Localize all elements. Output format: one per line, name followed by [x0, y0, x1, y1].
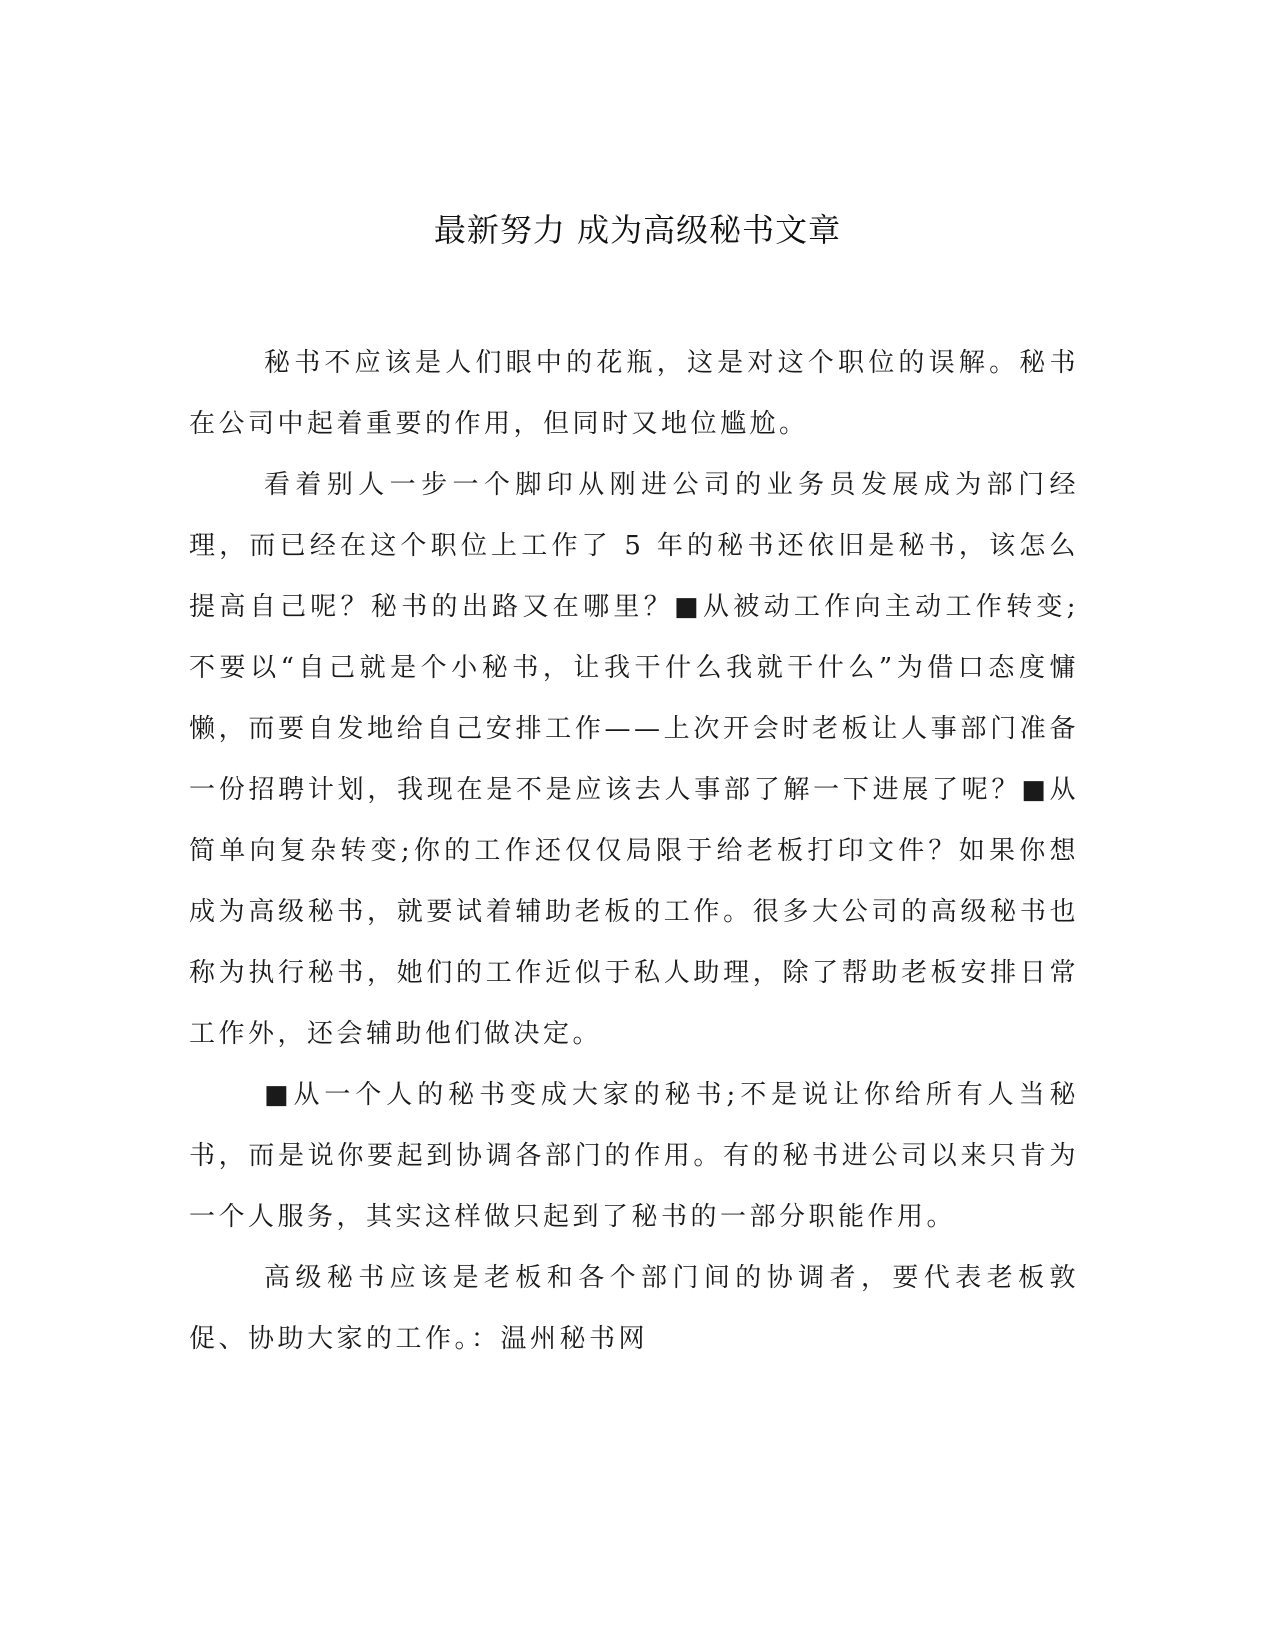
paragraph: 高级秘书应该是老板和各个部门间的协调者，要代表老板敦促、协助大家的工作。：温州秘书网	[189, 1263, 1079, 1354]
paragraph: 看着别人一步一个脚印从刚进公司的业务员发展成为部门经理，而已经在这个职位上工作了 5 年的秘书还依旧是秘书，该怎么提高自己呢？秘书的出路又在哪里？■从被动工作向主动工作转变;不要以“自己就是个小秘书，让我干什么我就干什么”为借口态度慵懒，而要自发地给自己安排工作——上次开会时老板让人事部门准备一份招聘计划，我现在是不是应该去人事部了解一下进展了呢？■从简单向复杂转变;你的工作还仅仅局限于给老板打印文件？如果你想成为高级秘书，就要试着辅助老板的工作。很多大公司的高级秘书也称为执行秘书，她们的工作近似于私人助理，除了帮助老板安排日常工作外，还会辅助他们做决定。	[189, 470, 1079, 1049]
paragraph: ■从一个人的秘书变成大家的秘书;不是说让你给所有人当秘书，而是说你要起到协调各部门的作用。有的秘书进公司以来只肯为一个人服务，其实这样做只起到了秘书的一部分职能作用。	[189, 1080, 1079, 1232]
paragraph: 秘书不应该是人们眼中的花瓶，这是对这个职位的误解。秘书在公司中起着重要的作用，但同时又地位尴尬。	[189, 348, 1079, 439]
document-title: 最新努力 成为高级秘书文章	[433, 211, 842, 249]
document-body	[189, 333, 1079, 1370]
